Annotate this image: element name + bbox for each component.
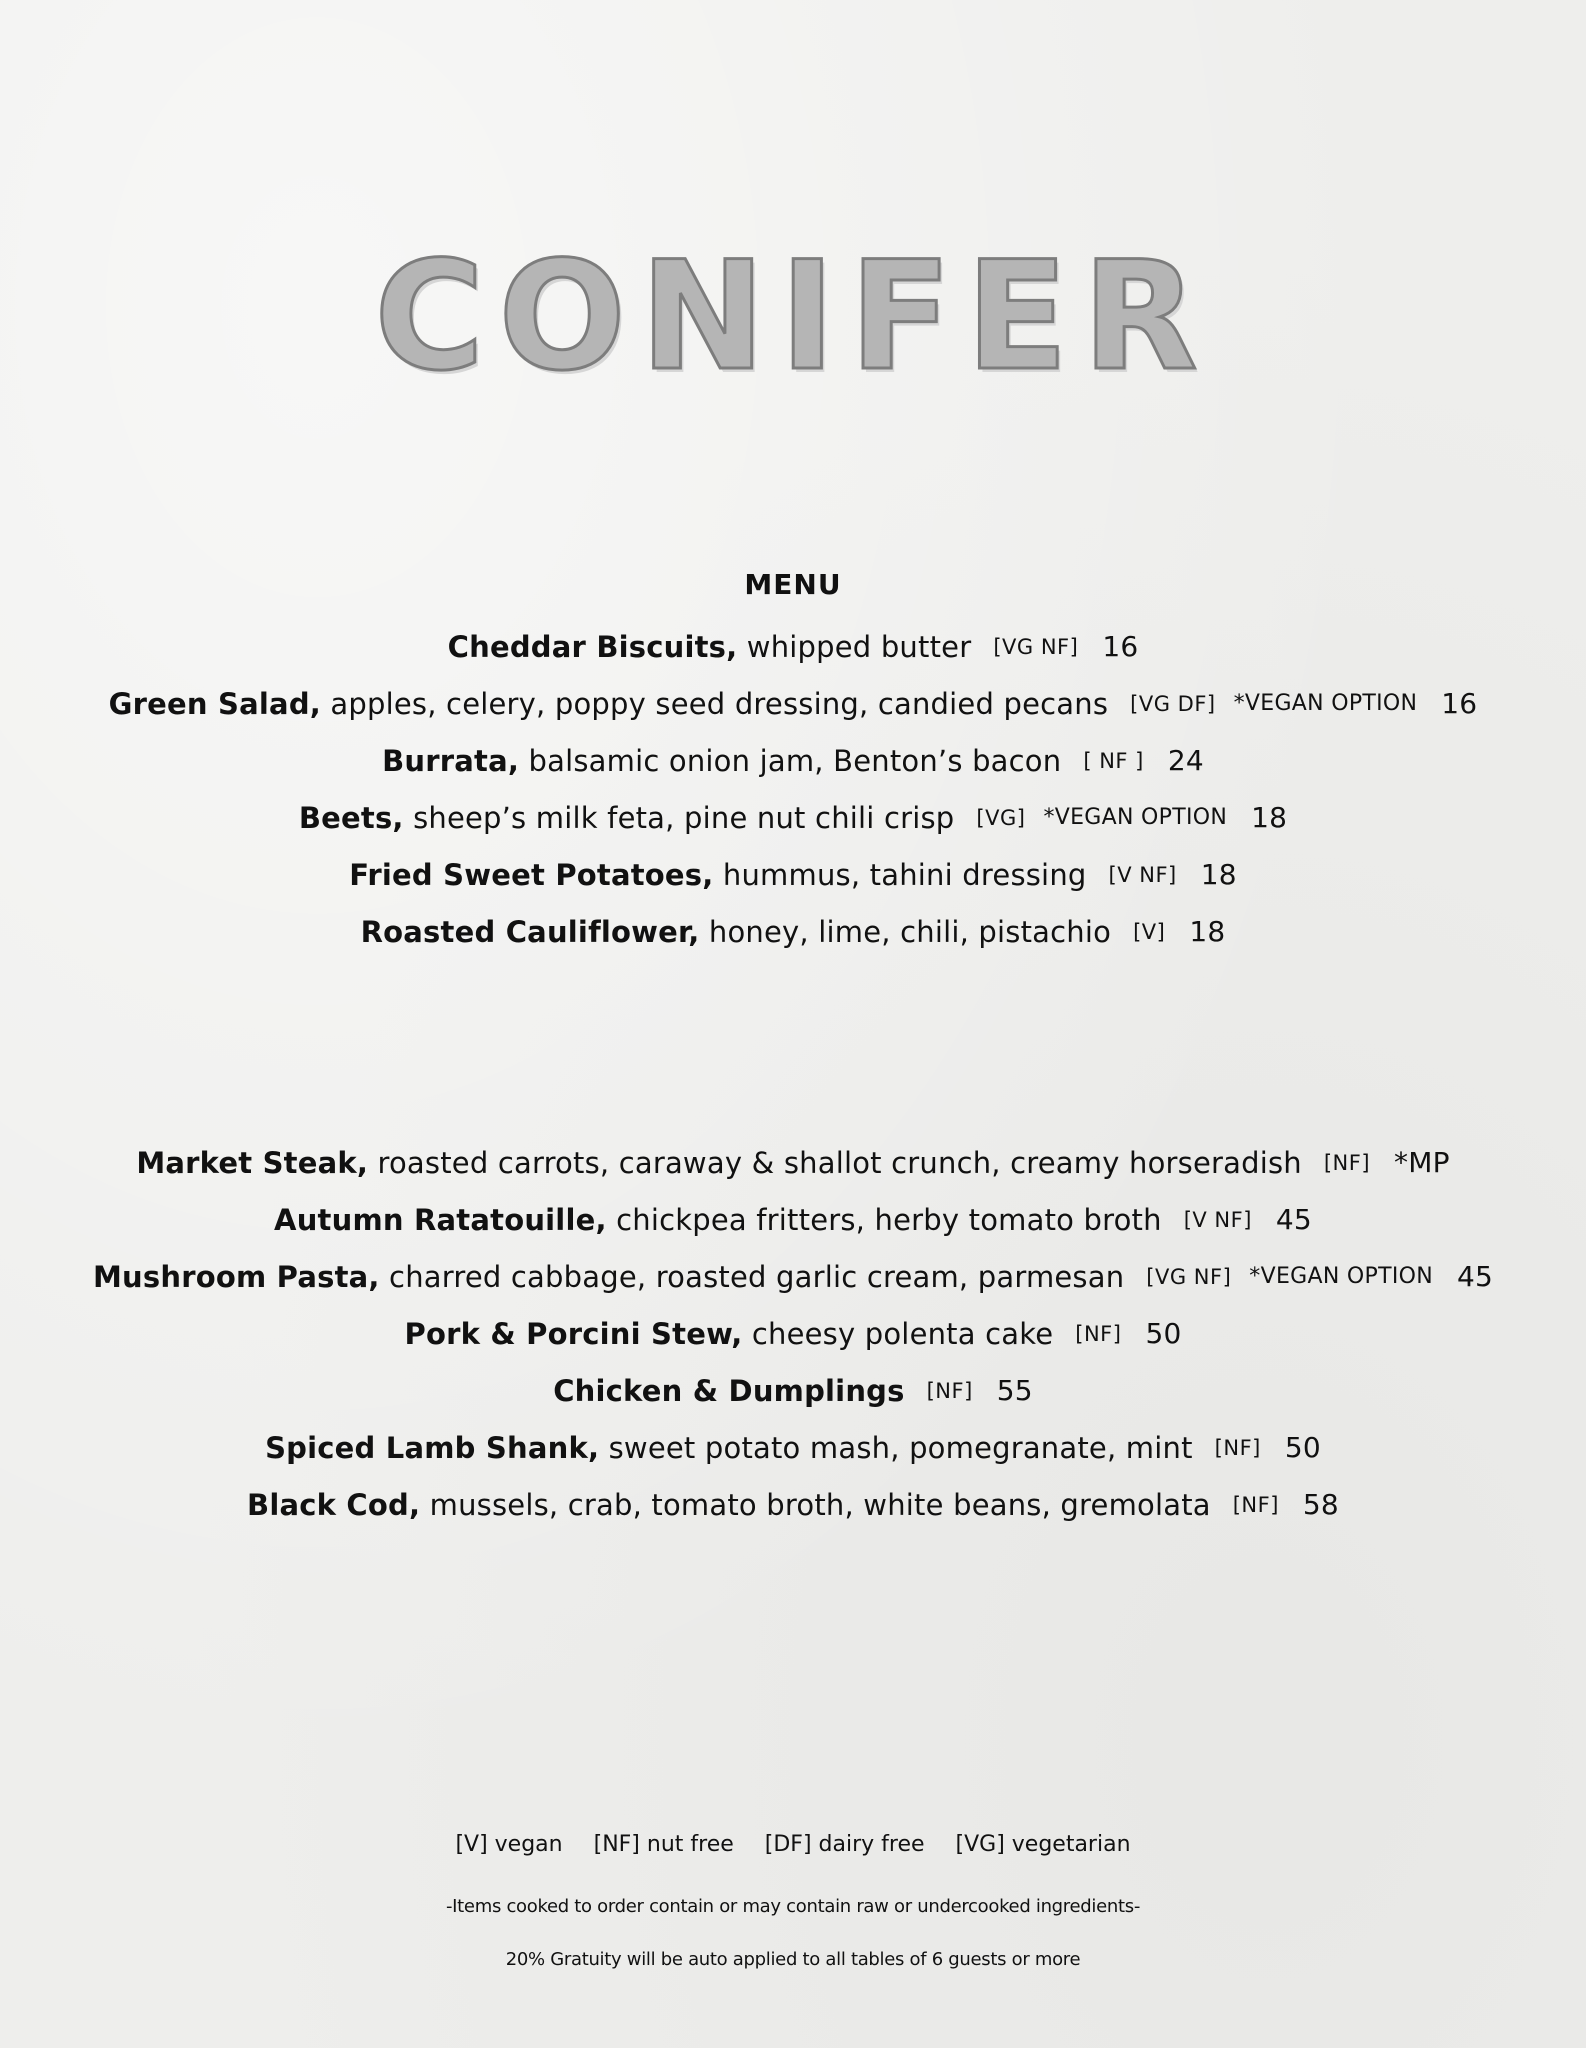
item-description: honey, lime, chili, pistachio <box>708 914 1112 949</box>
item-price: 50 <box>1284 1431 1321 1464</box>
item-description: roasted carrots, caraway & shallot crunch, creamy horseradish <box>377 1145 1302 1180</box>
gratuity-note: 20% Gratuity will be auto applied to all tables of 6 guests or more <box>505 1949 1081 1970</box>
dietary-tags: [NF] <box>1232 1492 1279 1517</box>
item-description: cheesy polenta cake <box>751 1316 1054 1351</box>
menu-item <box>0 846 1586 903</box>
dietary-tags: [VG DF] <box>1130 691 1216 716</box>
dietary-tags: [VG NF] <box>1146 1264 1232 1289</box>
item-name: Mushroom Pasta, <box>92 1259 380 1294</box>
item-price: 16 <box>1441 687 1478 720</box>
item-description: apples, celery, poppy seed dressing, candied pecans <box>330 686 1109 721</box>
dietary-tags: [VG] <box>976 805 1026 830</box>
item-name: Burrata, <box>382 743 520 778</box>
item-name: Spiced Lamb Shank, <box>265 1430 600 1465</box>
vegan-option-note: *VEGAN OPTION <box>1233 691 1418 716</box>
item-name: Roasted Cauliflower, <box>360 914 700 949</box>
item-price: 18 <box>1251 801 1288 834</box>
item-price: 45 <box>1275 1203 1312 1236</box>
item-name: Autumn Ratatouille, <box>274 1202 607 1237</box>
item-name: Green Salad, <box>108 686 321 721</box>
item-price: 50 <box>1145 1317 1182 1350</box>
dietary-tags: [ NF ] <box>1083 748 1144 773</box>
dietary-tags: [VG NF] <box>993 634 1079 659</box>
menu-heading: MENU <box>744 568 842 601</box>
item-description: sweet potato mash, pomegranate, mint <box>608 1430 1193 1465</box>
dietary-tags: [NF] <box>1214 1435 1261 1460</box>
item-description: mussels, crab, tomato broth, white beans, gremolata <box>429 1487 1211 1522</box>
item-price: 16 <box>1102 630 1139 663</box>
menu-item <box>0 618 1586 675</box>
vegan-option-note: *VEGAN OPTION <box>1249 1264 1433 1289</box>
item-description: balsamic onion jam, Benton’s bacon <box>528 743 1062 778</box>
dietary-tags: [NF] <box>926 1378 973 1403</box>
item-name: Pork & Porcini Stew, <box>404 1316 743 1351</box>
dietary-legend <box>0 1832 1586 1857</box>
item-name: Fried Sweet Potatoes, <box>349 857 714 892</box>
legend-nut-free: [NF] nut free <box>593 1832 734 1857</box>
raw-ingredients-warning: -Items cooked to order contain or may contain raw or undercooked ingredients- <box>445 1896 1141 1917</box>
item-price: 58 <box>1302 1488 1339 1521</box>
legend-dairy-free: [DF] dairy free <box>764 1832 925 1857</box>
vegan-option-note: *VEGAN OPTION <box>1043 805 1228 830</box>
item-name: Beets, <box>298 800 404 835</box>
menu-item <box>0 1248 1586 1305</box>
item-name: Chicken & Dumplings <box>553 1373 905 1408</box>
item-price: 24 <box>1167 744 1204 777</box>
dietary-tags: [V] <box>1133 919 1166 944</box>
menu-item <box>0 1476 1586 1533</box>
item-name: Market Steak, <box>136 1145 369 1180</box>
item-name: Cheddar Biscuits, <box>447 629 738 664</box>
dietary-tags: [NF] <box>1075 1321 1122 1346</box>
brand-logo <box>0 232 1586 402</box>
item-name: Black Cod, <box>247 1487 421 1522</box>
menu-item <box>0 903 1586 960</box>
item-description: chickpea fritters, herby tomato broth <box>616 1202 1162 1237</box>
menu-item <box>0 1134 1586 1191</box>
legend-vegan: [V] vegan <box>455 1832 563 1857</box>
legend-vegetarian: [VG] vegetarian <box>955 1832 1131 1857</box>
menu-item <box>0 732 1586 789</box>
menu-item <box>0 1305 1586 1362</box>
menu-item <box>0 1362 1586 1419</box>
item-price: *MP <box>1394 1146 1450 1179</box>
menu-item <box>0 789 1586 846</box>
item-description: hummus, tahini dressing <box>722 857 1087 892</box>
item-price: 55 <box>996 1374 1033 1407</box>
item-description: sheep’s milk feta, pine nut chili crisp <box>413 800 955 835</box>
menu-item <box>0 1191 1586 1248</box>
item-price: 18 <box>1200 858 1237 891</box>
brand-logo-text: CONIFER <box>374 230 1212 404</box>
item-price: 18 <box>1189 915 1226 948</box>
mains-section <box>0 1134 1586 1533</box>
dietary-tags: [V NF] <box>1108 862 1177 887</box>
item-price: 45 <box>1456 1260 1494 1293</box>
menu-item <box>0 1419 1586 1476</box>
item-description: charred cabbage, roasted garlic cream, parmesan <box>389 1259 1125 1294</box>
menu-item <box>0 675 1586 732</box>
dietary-tags: [V NF] <box>1183 1207 1252 1232</box>
item-description: whipped butter <box>746 629 972 664</box>
dietary-tags: [NF] <box>1323 1150 1371 1175</box>
starters-section <box>0 618 1586 960</box>
